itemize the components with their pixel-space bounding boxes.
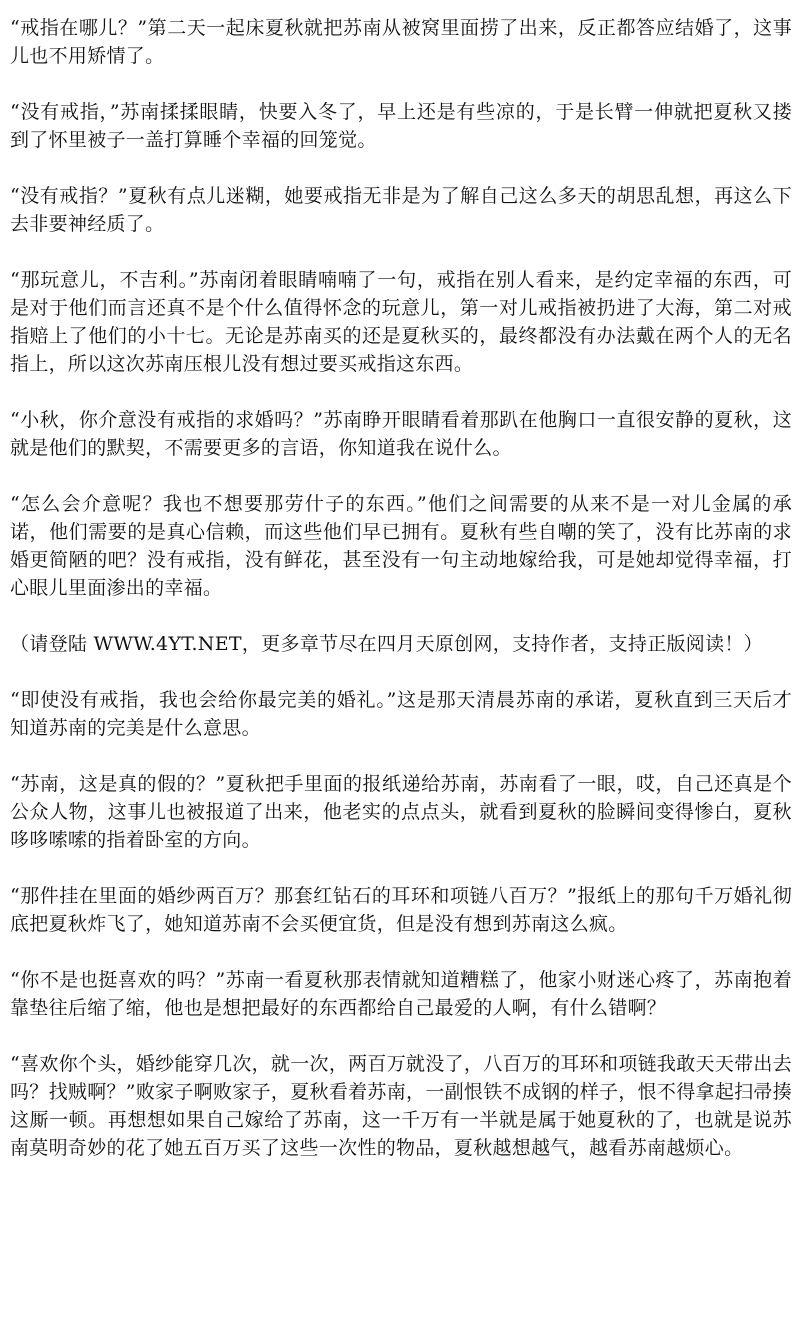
paragraph-3: “没有戒指？”夏秋有点儿迷糊，她要戒指无非是为了解自己这么多天的胡思乱想，再这么下去非要神经质了。 — [10, 185, 792, 235]
paragraph-9: “苏南，这是真的假的？”夏秋把手里面的报纸递给苏南，苏南看了一眼，哎，自己还真是个公众人物，这事儿也被报道了出来，他老实的点点头，就看到夏秋的脸瞬间变得惨白，夏秋哆哆嗦嗦的指着卧室的方向。 — [10, 773, 792, 851]
site-notice: （请登陆 WWW.4YT.NET，更多章节尽在四月天原创网，支持作者，支持正版阅读！） — [10, 633, 763, 655]
paragraph-11: “你不是也挺喜欢的吗？”苏南一看夏秋那表情就知道糟糕了，他家小财迷心疼了，苏南抱着靠垫往后缩了缩，他也是想把最好的东西都给自己最爱的人啊，有什么错啊？ — [10, 969, 792, 1019]
paragraph-8: “即使没有戒指，我也会给你最完美的婚礼。”这是那天清晨苏南的承诺，夏秋直到三天后才知道苏南的完美是什么意思。 — [10, 689, 792, 739]
paragraph-2: “没有戒指，”苏南揉揉眼睛，快要入冬了，早上还是有些凉的，于是长臂一伸就把夏秋又搂到了怀里被子一盖打算睡个幸福的回笼觉。 — [10, 101, 792, 151]
paragraph-4: “那玩意儿，不吉利。”苏南闭着眼睛喃喃了一句，戒指在别人看来，是约定幸福的东西，可是对于他们而言还真不是个什么值得怀念的玩意儿，第一对儿戒指被扔进了大海，第二对戒指赔上了他们的小十七。无论是苏南买的还是夏秋买的，最终都没有办法戴在两个人的无名指上，所以这次苏南压根儿没有想过要买戒指这东西。 — [10, 269, 792, 375]
paragraph-1: “戒指在哪儿？”第二天一起床夏秋就把苏南从被窝里面捞了出来，反正都答应结婚了，这事儿也不用矫情了。 — [10, 17, 792, 67]
paragraph-12: “喜欢你个头，婚纱能穿几次，就一次，两百万就没了，八百万的耳环和项链我敢天天带出去吗？找贼啊？”败家子啊败家子，夏秋看着苏南，一副恨铁不成钢的样子，恨不得拿起扫帚揍这厮一顿。再想想如果自己嫁给了苏南，这一千万有一半就是属于她夏秋的了，也就是说苏南莫明奇妙的花了她五百万买了这些一次性的物品，夏秋越想越气，越看苏南越烦心。 — [10, 1053, 793, 1159]
paragraph-10: “那件挂在里面的婚纱两百万？那套红钻石的耳环和项链八百万？”报纸上的那句千万婚礼彻底把夏秋炸飞了，她知道苏南不会买便宜货，但是没有想到苏南这么疯。 — [10, 885, 792, 935]
paragraph-5: “小秋，你介意没有戒指的求婚吗？”苏南睁开眼睛看着那趴在他胸口一直很安静的夏秋，这就是他们的默契，不需要更多的言语，你知道我在说什么。 — [10, 409, 792, 459]
paragraph-6: “怎么会介意呢？我也不想要那劳什子的东西。”他们之间需要的从来不是一对儿金属的承诺，他们需要的是真心信赖，而这些他们早已拥有。夏秋有些自嘲的笑了，没有比苏南的求婚更简陋的吧？没有戒指，没有鲜花，甚至没有一句主动地嫁给我，可是她却觉得幸福，打心眼儿里面渗出的幸福。 — [10, 493, 792, 599]
